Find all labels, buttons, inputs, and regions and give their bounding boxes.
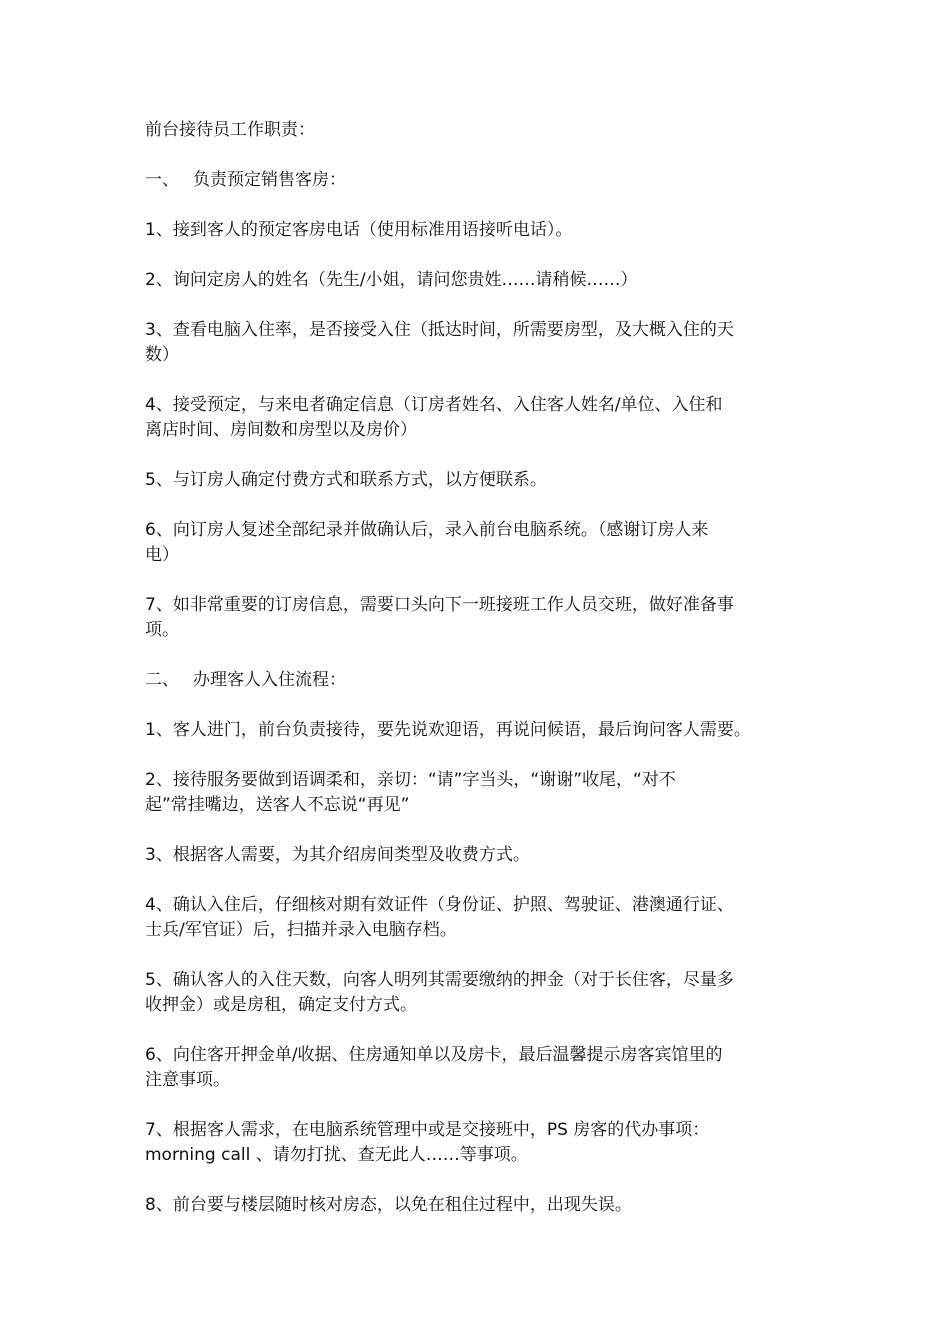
list-item-line: 收押金）或是房租，确定支付方式。 xyxy=(145,995,417,1015)
list-item-line: 2、接待服务要做到语调柔和，亲切：“请”字当头，“谢谢”收尾，“对不 xyxy=(145,770,676,790)
section-heading-text: 办理客人入住流程： xyxy=(193,670,346,690)
section-heading-text: 负责预定销售客房： xyxy=(193,170,346,190)
list-item xyxy=(145,1118,835,1168)
list-item-line: 6、向住客开押金单/收据、住房通知单以及房卡，最后温馨提示房客宾馆里的 xyxy=(145,1045,723,1065)
section-heading xyxy=(145,668,835,693)
list-item xyxy=(145,1193,835,1218)
list-item-line: 1、客人进门，前台负责接待，要先说欢迎语，再说问候语，最后询问客人需要。 xyxy=(145,720,751,740)
list-item-line: 起”常挂嘴边，送客人不忘说“再见” xyxy=(145,795,410,815)
list-item-line: 2、询问定房人的姓名（先生/小姐，请问您贵姓……请稍候……） xyxy=(145,270,638,290)
list-item xyxy=(145,893,835,943)
section-number: 二、 xyxy=(145,670,179,690)
list-item-line: 离店时间、房间数和房型以及房价） xyxy=(145,420,417,440)
list-item xyxy=(145,768,835,818)
list-item-line: 3、根据客人需要，为其介绍房间类型及收费方式。 xyxy=(145,845,530,865)
list-item-line: 1、接到客人的预定客房电话（使用标准用语接听电话）。 xyxy=(145,220,573,240)
list-item xyxy=(145,518,835,568)
list-item xyxy=(145,718,835,743)
list-item xyxy=(145,268,835,293)
section-heading xyxy=(145,168,835,193)
sections-container xyxy=(145,168,835,1218)
list-item-line: 电） xyxy=(145,545,179,565)
list-item-line: 注意事项。 xyxy=(145,1070,230,1090)
document-page xyxy=(145,118,835,1243)
list-item-line: 3、查看电脑入住率，是否接受入住（抵达时间，所需要房型，及大概入住的天 xyxy=(145,320,734,340)
list-item xyxy=(145,468,835,493)
list-item xyxy=(145,1043,835,1093)
list-item xyxy=(145,968,835,1018)
list-item-line: 士兵/军官证）后，扫描并录入电脑存档。 xyxy=(145,920,457,940)
list-item-line: 项。 xyxy=(145,620,179,640)
list-item xyxy=(145,393,835,443)
list-item-line: 数） xyxy=(145,345,179,365)
list-item-line: 4、确认入住后，仔细核对期有效证件（身份证、护照、驾驶证、港澳通行证、 xyxy=(145,895,734,915)
section-number: 一、 xyxy=(145,170,179,190)
list-item xyxy=(145,318,835,368)
list-item-line: 4、接受预定，与来电者确定信息（订房者姓名、入住客人姓名/单位、入住和 xyxy=(145,395,723,415)
list-item-line: 7、根据客人需求，在电脑系统管理中或是交接班中，PS 房客的代办事项： xyxy=(145,1120,710,1140)
list-item-line: 6、向订房人复述全部纪录并做确认后，录入前台电脑系统。（感谢订房人来 xyxy=(145,520,709,540)
list-item-line: 7、如非常重要的订房信息，需要口头向下一班接班工作人员交班，做好准备事 xyxy=(145,595,734,615)
document-title: 前台接待员工作职责： xyxy=(145,120,315,140)
list-item xyxy=(145,843,835,868)
list-item-line: morning call 、请勿打扰、查无此人……等事项。 xyxy=(145,1145,528,1165)
list-item-line: 8、前台要与楼层随时核对房态，以免在租住过程中，出现失误。 xyxy=(145,1195,632,1215)
list-item-line: 5、确认客人的入住天数，向客人明列其需要缴纳的押金（对于长住客，尽量多 xyxy=(145,970,734,990)
list-item-line: 5、与订房人确定付费方式和联系方式，以方便联系。 xyxy=(145,470,547,490)
list-item xyxy=(145,593,835,643)
list-item xyxy=(145,218,835,243)
